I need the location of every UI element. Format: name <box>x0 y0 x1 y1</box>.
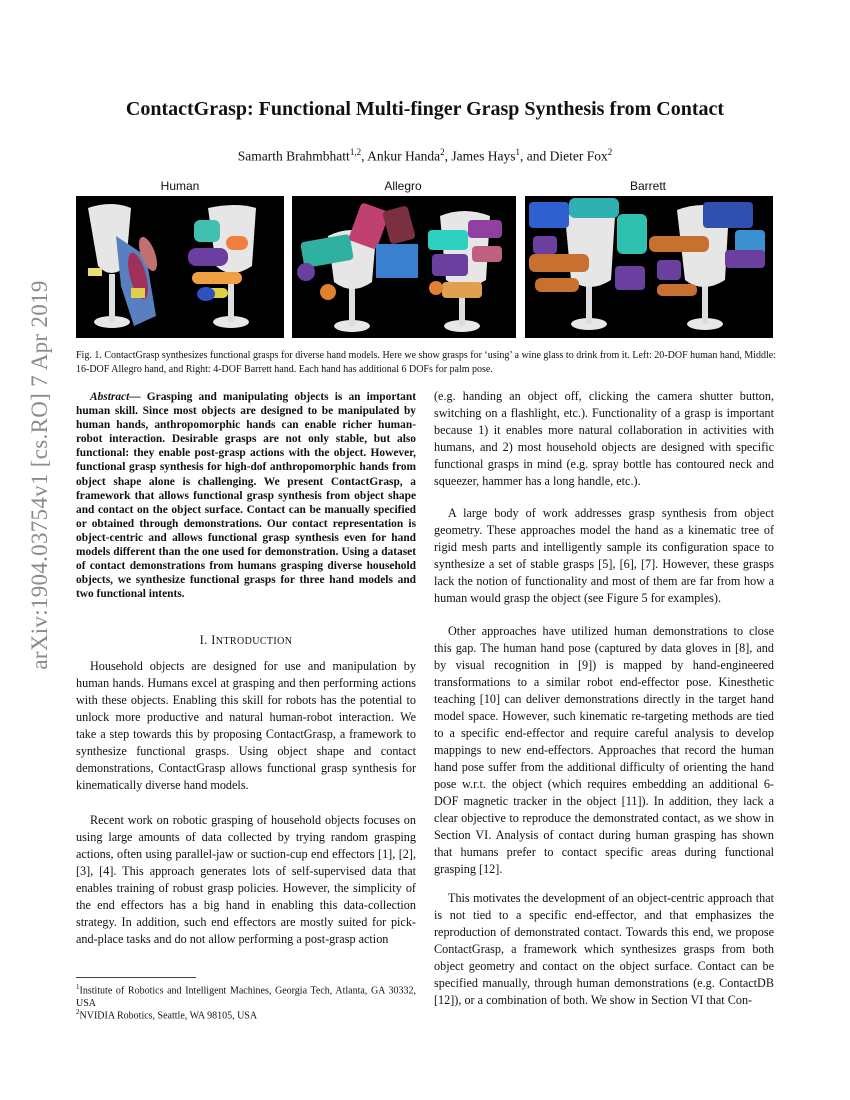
figure-panel-barrett <box>525 196 773 338</box>
paragraph: This motivates the development of an object-centric approach that is not tied to a specific end-effector, and that emphasizes the reproduction of demonstrated contact. Towards this end, we propose ContactGrasp, a framework which synthesizes grasps from both object geometry and contact on the object surface. Contact can be specified manually, through human demonstrations (e.g. ContactDB [12]), or a combination of both. We show in Section VI that Con- <box>434 891 774 1007</box>
label-allegro: Allegro <box>384 179 422 193</box>
paragraph: Recent work on robotic grasping of household objects focuses on using large amounts of data collected by trying random grasping actions, often using parallel-jaw or suction-cup end effectors [1], [2], [3], [4]. This approach generates lots of self-supervised data that enables training of robust grasp policies. However, the simplicity of the end effectors has a big hand in enabling this data-collection strategy. In addition, such end effectors are mostly suited for pick-and-place tasks and do not allow performing a post-grasp action <box>76 813 416 946</box>
abstract <box>76 390 416 601</box>
paragraph: A large body of work addresses grasp synthesis from object geometry. These approaches model the hand as a kinematic tree of rigid mesh parts and intelligently sample its configuration space to synthesize a set of stable grasps [5], [6], [7]. However, these grasps lack the notion of functionality and most of them are far from how a human would grasp the object (see Figure 5 for examples). <box>434 506 774 605</box>
allegro-grasp-render <box>292 196 516 338</box>
label-human: Human <box>160 179 200 193</box>
footnote-2: $^2$NVIDIA Robotics, Seattle, WA 98105, USA <box>76 1008 258 1022</box>
paragraph: (e.g. handing an object off, clicking the camera shutter button, switching on a flashlight, etc.). Functionality of a grasp is important because 1) it enables more natural collaboration in activities with humans, and 2) most household objects are designed with specific functional grasps in mind (e.g. spray bottle has contoured neck and squeezer, hammer has a long handle, etc.). <box>434 389 774 488</box>
footnote-1: $^1$Institute of Robotics and Intelligent Machines, Georgia Tech, Atlanta, GA 30332, USA <box>76 983 416 1010</box>
figure-panel-human <box>76 196 284 338</box>
barrett-grasp-render <box>525 196 773 338</box>
paragraph: Household objects are designed for use and manipulation by human hands. Humans excel at grasping and then performing actions with these objects. Enabling this skill for robots has the potential to unlock more productive and natural human-robot interaction. We take a step towards this by proposing ContactGrasp, a framework to synthesize functional grasps. Using object shape and contact demonstrations, ContactGrasp allows functional grasp synthesis for kinematically diverse hand models. <box>76 659 416 792</box>
human-grasp-render <box>76 196 284 338</box>
arxiv-id: arXiv:1904.03754v1 [cs.RO] 7 Apr 2019 <box>27 280 52 670</box>
abstract-text: — Grasping and manipulating objects is an important human skill. Since most objects are designed to be manipulated by human hands, anthropomorphic hands can enable richer human-robot interaction. Desirable grasps are not only stable, but also functional: they enable post-grasp actions with the object. However, functional grasp synthesis for high-dof anthropomorphic hands from object shape alone is challenging. We present ContactGrasp, a framework that allows functional grasp synthesis from object shape and contact on the object surface. Contact can be manually specified or obtained through demonstrations. Our contact representation is object-centric and allows functional grasp synthesis even for hand models different than the one used for demonstration. Using a dataset of contact demonstrations from humans grasping diverse household objects, we synthesize functional grasps for three hand models and two functional intents. <box>76 391 416 601</box>
abstract-label: Abstract <box>90 391 130 403</box>
section-heading-introduction: I. INTRODUCTION <box>199 633 293 647</box>
figure-panel-allegro <box>292 196 516 338</box>
arxiv-stamp <box>20 280 60 670</box>
author-list: Samarth Brahmbhatt$^{1,2}$, Ankur Handa$^2$, James Hays$^1$, and Dieter Fox$^2$ <box>237 147 613 164</box>
figure-caption: Fig. 1. ContactGrasp synthesizes functional grasps for diverse hand models. Here we show grasps for ‘using’ a wine glass to drink from it. Left: 20-DOF human hand, Middle: 16-DOF Allegro hand, and Right: 4-DOF Barrett hand. Each hand has additional 6 DOFs for palm pose. <box>76 350 776 375</box>
footnote-rule <box>76 977 196 978</box>
paragraph: Other approaches have utilized human demonstrations to close this gap. The human hand pose (captured by data gloves in [8], and by visual recognition in [9]) is mapped by hand-engineered transformations to a similar robot end-effector pose. Kinesthetic teaching [10] can deliver demonstrations directly in the target hand model space. However, such kinematic re-targeting methods are tied to a specific end-effector and require careful analysis to develop mappings to new end-effectors. Approaches that record the human hand pose suffer from the additional difficulty of orienting the hand pose w.r.t. the object (which requires embedding an additional 6-DOF magnetic tracker in the object [11]). In addition, they lack a clear objective to reproduce the demonstrated contact, as we show in Section VI. Analysis of contact during human grasping has shown that humans prefer to contact specific areas during functional grasping [12]. <box>434 624 774 876</box>
paper-title: ContactGrasp: Functional Multi-finger Grasp Synthesis from Contact <box>125 98 725 120</box>
label-barrett: Barrett <box>629 179 666 193</box>
